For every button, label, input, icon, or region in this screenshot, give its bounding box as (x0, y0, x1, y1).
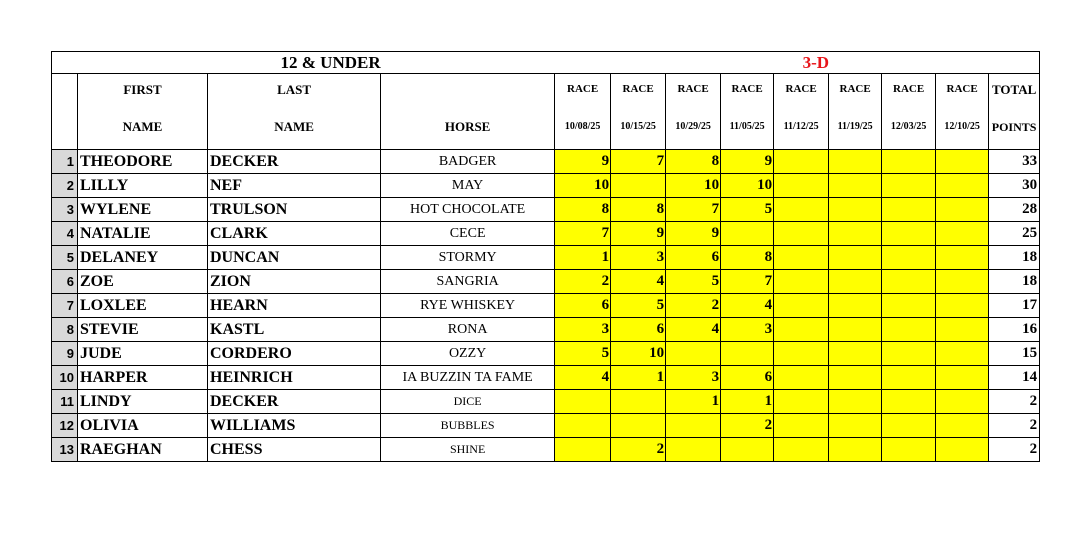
race-score-cell (721, 222, 774, 246)
race-score-cell: 5 (721, 198, 774, 222)
race-score-cell: 9 (555, 150, 611, 174)
race-score-cell (829, 198, 882, 222)
race-score-cell (882, 366, 936, 390)
total-header-bottom: POINTS (989, 105, 1040, 150)
last-name-cell: CHESS (208, 438, 381, 462)
row-number: 10 (52, 366, 78, 390)
race-score-cell (882, 150, 936, 174)
race-score-cell: 7 (611, 150, 666, 174)
race-score-cell (829, 366, 882, 390)
first-name-cell: THEODORE (78, 150, 208, 174)
last-name-cell: HEARN (208, 294, 381, 318)
standings-table (51, 51, 1040, 462)
horse-cell: SANGRIA (381, 270, 555, 294)
last-name-cell: ZION (208, 270, 381, 294)
row-number: 5 (52, 246, 78, 270)
race-score-cell (555, 414, 611, 438)
last-name-cell: TRULSON (208, 198, 381, 222)
event-title: 3-D (774, 52, 882, 74)
race-score-cell: 6 (611, 318, 666, 342)
row-number: 1 (52, 150, 78, 174)
last-name-cell: CORDERO (208, 342, 381, 366)
race-date-6: 11/19/25 (829, 105, 882, 150)
race-score-cell (829, 222, 882, 246)
race-score-cell: 9 (611, 222, 666, 246)
race-score-cell: 4 (555, 366, 611, 390)
race-score-cell: 10 (611, 342, 666, 366)
total-points-cell: 33 (989, 150, 1040, 174)
horse-header: HORSE (381, 105, 555, 150)
last-name-cell: CLARK (208, 222, 381, 246)
first-name-cell: LOXLEE (78, 294, 208, 318)
race-score-cell (829, 270, 882, 294)
table-row (52, 366, 1040, 390)
race-score-cell (936, 438, 989, 462)
row-number: 6 (52, 270, 78, 294)
row-number: 12 (52, 414, 78, 438)
race-score-cell: 6 (666, 246, 721, 270)
race-header-5: RACE (774, 74, 829, 106)
race-header-2: RACE (611, 74, 666, 106)
total-header-top: TOTAL (989, 74, 1040, 106)
race-score-cell: 4 (666, 318, 721, 342)
first-name-cell: LINDY (78, 390, 208, 414)
total-points-cell: 15 (989, 342, 1040, 366)
race-score-cell (829, 342, 882, 366)
table-row (52, 174, 1040, 198)
race-score-cell (555, 438, 611, 462)
row-number: 4 (52, 222, 78, 246)
race-score-cell: 1 (721, 390, 774, 414)
race-score-cell (936, 174, 989, 198)
horse-cell: MAY (381, 174, 555, 198)
race-score-cell: 10 (666, 174, 721, 198)
first-name-cell: LILLY (78, 174, 208, 198)
row-number: 11 (52, 390, 78, 414)
race-score-cell (882, 222, 936, 246)
division-title: 12 & UNDER (208, 52, 381, 74)
race-score-cell (882, 270, 936, 294)
race-score-cell (882, 294, 936, 318)
last-name-header-bottom: NAME (208, 105, 381, 150)
race-score-cell: 8 (555, 198, 611, 222)
race-score-cell (829, 150, 882, 174)
race-score-cell (774, 174, 829, 198)
race-date-7: 12/03/25 (882, 105, 936, 150)
race-score-cell (936, 150, 989, 174)
race-score-cell (721, 438, 774, 462)
total-points-cell: 30 (989, 174, 1040, 198)
race-score-cell: 7 (555, 222, 611, 246)
race-header-7: RACE (882, 74, 936, 106)
race-score-cell: 3 (611, 246, 666, 270)
race-score-cell (774, 222, 829, 246)
table-row (52, 414, 1040, 438)
first-name-cell: NATALIE (78, 222, 208, 246)
first-name-cell: RAEGHAN (78, 438, 208, 462)
race-score-cell (936, 366, 989, 390)
horse-cell: DICE (381, 390, 555, 414)
race-score-cell: 7 (666, 198, 721, 222)
race-score-cell: 5 (611, 294, 666, 318)
race-score-cell: 8 (666, 150, 721, 174)
race-score-cell (829, 438, 882, 462)
race-score-cell (936, 342, 989, 366)
race-score-cell (721, 342, 774, 366)
table-row (52, 198, 1040, 222)
race-score-cell (829, 318, 882, 342)
total-points-cell: 14 (989, 366, 1040, 390)
race-score-cell (829, 294, 882, 318)
row-number: 13 (52, 438, 78, 462)
first-name-cell: ZOE (78, 270, 208, 294)
race-score-cell: 1 (666, 390, 721, 414)
last-name-cell: HEINRICH (208, 366, 381, 390)
row-number: 3 (52, 198, 78, 222)
horse-cell: OZZY (381, 342, 555, 366)
race-score-cell (936, 222, 989, 246)
total-points-cell: 16 (989, 318, 1040, 342)
race-score-cell (774, 390, 829, 414)
first-name-cell: JUDE (78, 342, 208, 366)
horse-cell: BADGER (381, 150, 555, 174)
first-name-header-bottom: NAME (78, 105, 208, 150)
race-score-cell: 4 (611, 270, 666, 294)
total-points-cell: 25 (989, 222, 1040, 246)
last-name-cell: WILLIAMS (208, 414, 381, 438)
race-score-cell: 5 (666, 270, 721, 294)
table-row (52, 150, 1040, 174)
race-score-cell: 2 (666, 294, 721, 318)
race-score-cell (666, 438, 721, 462)
header-row-2 (52, 105, 1040, 150)
last-name-cell: NEF (208, 174, 381, 198)
race-header-1: RACE (555, 74, 611, 106)
table-row (52, 342, 1040, 366)
race-score-cell (774, 414, 829, 438)
last-name-cell: KASTL (208, 318, 381, 342)
race-score-cell: 9 (666, 222, 721, 246)
race-score-cell: 1 (611, 366, 666, 390)
race-score-cell (555, 390, 611, 414)
race-score-cell (936, 318, 989, 342)
race-score-cell (774, 270, 829, 294)
race-score-cell (774, 198, 829, 222)
first-name-cell: OLIVIA (78, 414, 208, 438)
first-name-cell: DELANEY (78, 246, 208, 270)
first-name-header-top: FIRST (78, 74, 208, 106)
race-header-8: RACE (936, 74, 989, 106)
race-date-3: 10/29/25 (666, 105, 721, 150)
race-score-cell (882, 198, 936, 222)
last-name-cell: DUNCAN (208, 246, 381, 270)
race-score-cell: 4 (721, 294, 774, 318)
race-score-cell (882, 414, 936, 438)
race-score-cell: 8 (611, 198, 666, 222)
race-score-cell (774, 150, 829, 174)
race-score-cell: 10 (721, 174, 774, 198)
total-points-cell: 2 (989, 390, 1040, 414)
race-score-cell (882, 174, 936, 198)
race-score-cell (882, 246, 936, 270)
race-date-5: 11/12/25 (774, 105, 829, 150)
race-score-cell (611, 390, 666, 414)
race-score-cell: 3 (666, 366, 721, 390)
horse-cell: RYE WHISKEY (381, 294, 555, 318)
horse-cell: BUBBLES (381, 414, 555, 438)
race-score-cell (666, 414, 721, 438)
table-row (52, 222, 1040, 246)
race-header-3: RACE (666, 74, 721, 106)
race-score-cell (936, 414, 989, 438)
total-points-cell: 28 (989, 198, 1040, 222)
race-score-cell (936, 198, 989, 222)
race-header-4: RACE (721, 74, 774, 106)
race-score-cell: 3 (555, 318, 611, 342)
race-score-cell: 3 (721, 318, 774, 342)
horse-cell: SHINE (381, 438, 555, 462)
race-score-cell (774, 342, 829, 366)
race-date-1: 10/08/25 (555, 105, 611, 150)
header-row-1 (52, 74, 1040, 106)
race-score-cell (774, 246, 829, 270)
race-score-cell (936, 246, 989, 270)
horse-cell: STORMY (381, 246, 555, 270)
total-points-cell: 17 (989, 294, 1040, 318)
table-row (52, 294, 1040, 318)
race-score-cell (774, 318, 829, 342)
row-number: 7 (52, 294, 78, 318)
horse-cell: IA BUZZIN TA FAME (381, 366, 555, 390)
row-number: 9 (52, 342, 78, 366)
race-date-4: 11/05/25 (721, 105, 774, 150)
race-score-cell: 1 (555, 246, 611, 270)
horse-cell: RONA (381, 318, 555, 342)
race-score-cell (882, 342, 936, 366)
race-score-cell (774, 366, 829, 390)
race-score-cell: 2 (555, 270, 611, 294)
race-header-6: RACE (829, 74, 882, 106)
race-score-cell: 5 (555, 342, 611, 366)
last-name-header-top: LAST (208, 74, 381, 106)
table-row (52, 246, 1040, 270)
table-row (52, 438, 1040, 462)
total-points-cell: 2 (989, 438, 1040, 462)
race-date-2: 10/15/25 (611, 105, 666, 150)
race-score-cell (774, 438, 829, 462)
race-score-cell (882, 438, 936, 462)
race-score-cell: 2 (611, 438, 666, 462)
row-number: 8 (52, 318, 78, 342)
race-score-cell: 7 (721, 270, 774, 294)
race-score-cell: 6 (721, 366, 774, 390)
first-name-cell: STEVIE (78, 318, 208, 342)
last-name-cell: DECKER (208, 390, 381, 414)
table-row (52, 318, 1040, 342)
horse-cell: CECE (381, 222, 555, 246)
race-score-cell: 2 (721, 414, 774, 438)
total-points-cell: 2 (989, 414, 1040, 438)
title-row (52, 52, 1040, 74)
race-score-cell (666, 342, 721, 366)
first-name-cell: HARPER (78, 366, 208, 390)
race-score-cell (829, 414, 882, 438)
row-number: 2 (52, 174, 78, 198)
race-score-cell (829, 174, 882, 198)
race-score-cell (829, 390, 882, 414)
table-row (52, 390, 1040, 414)
race-score-cell (936, 390, 989, 414)
table-row (52, 270, 1040, 294)
race-score-cell: 8 (721, 246, 774, 270)
race-date-8: 12/10/25 (936, 105, 989, 150)
total-points-cell: 18 (989, 270, 1040, 294)
race-score-cell (611, 174, 666, 198)
race-score-cell: 9 (721, 150, 774, 174)
horse-cell: HOT CHOCOLATE (381, 198, 555, 222)
last-name-cell: DECKER (208, 150, 381, 174)
first-name-cell: WYLENE (78, 198, 208, 222)
race-score-cell (882, 318, 936, 342)
race-score-cell (936, 270, 989, 294)
total-points-cell: 18 (989, 246, 1040, 270)
race-score-cell (774, 294, 829, 318)
race-score-cell (936, 294, 989, 318)
race-score-cell: 10 (555, 174, 611, 198)
race-score-cell (882, 390, 936, 414)
race-score-cell (611, 414, 666, 438)
race-score-cell: 6 (555, 294, 611, 318)
race-score-cell (829, 246, 882, 270)
